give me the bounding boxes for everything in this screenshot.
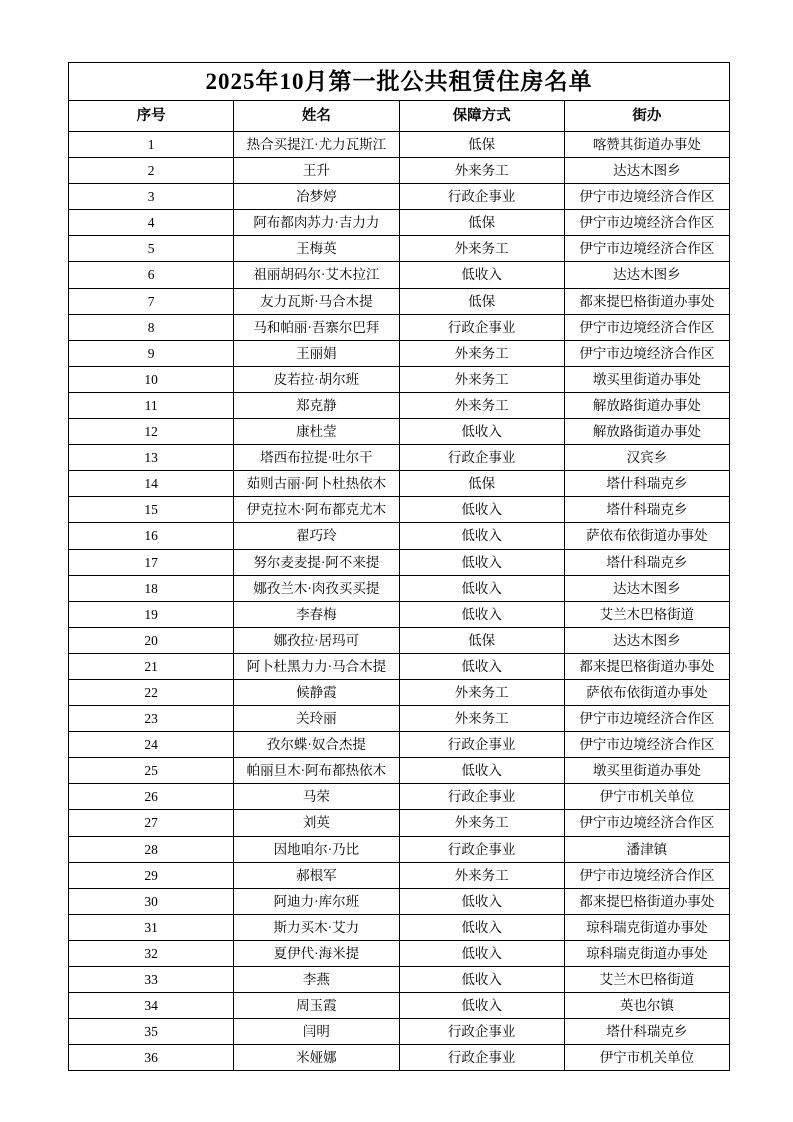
cell-street-office: 琼科瑞克街道办事处 (564, 940, 729, 966)
cell-guarantee-type: 外来务工 (399, 706, 564, 732)
cell-name: 马和帕丽·吾寨尔巴拜 (234, 314, 399, 340)
cell-street-office: 汉宾乡 (564, 445, 729, 471)
cell-guarantee-type: 低保 (399, 210, 564, 236)
table-row (69, 653, 730, 679)
cell-index: 17 (69, 549, 234, 575)
cell-street-office: 塔什科瑞克乡 (564, 497, 729, 523)
cell-guarantee-type: 低收入 (399, 914, 564, 940)
cell-guarantee-type: 行政企事业 (399, 1045, 564, 1071)
cell-street-office: 都来提巴格街道办事处 (564, 653, 729, 679)
cell-street-office: 萨依布依街道办事处 (564, 679, 729, 705)
cell-street-office: 伊宁市机关单位 (564, 784, 729, 810)
table-row (69, 575, 730, 601)
cell-name: 闫明 (234, 1019, 399, 1045)
cell-index: 18 (69, 575, 234, 601)
cell-guarantee-type: 低保 (399, 288, 564, 314)
cell-index: 30 (69, 888, 234, 914)
table-row (69, 471, 730, 497)
table-row (69, 993, 730, 1019)
table-row (69, 940, 730, 966)
cell-name: 夏伊代·海米提 (234, 940, 399, 966)
table-row (69, 914, 730, 940)
table-row (69, 549, 730, 575)
cell-street-office: 伊宁市边境经济合作区 (564, 810, 729, 836)
cell-index: 7 (69, 288, 234, 314)
cell-index: 26 (69, 784, 234, 810)
table-row (69, 184, 730, 210)
cell-guarantee-type: 低收入 (399, 940, 564, 966)
cell-index: 10 (69, 366, 234, 392)
cell-name: 茹则古丽·阿卜杜热依木 (234, 471, 399, 497)
cell-name: 斯力买木·艾力 (234, 914, 399, 940)
cell-name: 热合买提江·尤力瓦斯江 (234, 132, 399, 158)
cell-name: 阿迪力·库尔班 (234, 888, 399, 914)
table-row (69, 758, 730, 784)
table-row (69, 862, 730, 888)
cell-index: 6 (69, 262, 234, 288)
cell-index: 23 (69, 706, 234, 732)
housing-roster-table (68, 62, 730, 1071)
cell-guarantee-type: 外来务工 (399, 810, 564, 836)
cell-index: 34 (69, 993, 234, 1019)
cell-street-office: 伊宁市机关单位 (564, 1045, 729, 1071)
cell-name: 因地咱尔·乃比 (234, 836, 399, 862)
table-row (69, 706, 730, 732)
cell-name: 李燕 (234, 967, 399, 993)
cell-name: 孜尔蝶·奴合杰提 (234, 732, 399, 758)
table-row (69, 314, 730, 340)
cell-street-office: 伊宁市边境经济合作区 (564, 236, 729, 262)
cell-street-office: 达达木图乡 (564, 262, 729, 288)
cell-index: 15 (69, 497, 234, 523)
cell-street-office: 塔什科瑞克乡 (564, 471, 729, 497)
cell-guarantee-type: 低保 (399, 627, 564, 653)
table-row (69, 288, 730, 314)
cell-index: 1 (69, 132, 234, 158)
cell-name: 帕丽旦木·阿布都热依木 (234, 758, 399, 784)
cell-street-office: 塔什科瑞克乡 (564, 1019, 729, 1045)
cell-street-office: 琼科瑞克街道办事处 (564, 914, 729, 940)
cell-index: 27 (69, 810, 234, 836)
cell-street-office: 伊宁市边境经济合作区 (564, 184, 729, 210)
column-header-index: 序号 (69, 101, 234, 132)
cell-index: 2 (69, 158, 234, 184)
cell-guarantee-type: 低收入 (399, 653, 564, 679)
table-row (69, 523, 730, 549)
cell-index: 8 (69, 314, 234, 340)
cell-street-office: 都来提巴格街道办事处 (564, 888, 729, 914)
cell-index: 3 (69, 184, 234, 210)
cell-street-office: 伊宁市边境经济合作区 (564, 210, 729, 236)
cell-guarantee-type: 行政企事业 (399, 445, 564, 471)
cell-index: 11 (69, 392, 234, 418)
cell-name: 翟巧玲 (234, 523, 399, 549)
cell-index: 20 (69, 627, 234, 653)
table-row (69, 784, 730, 810)
cell-guarantee-type: 低收入 (399, 601, 564, 627)
cell-guarantee-type: 低保 (399, 471, 564, 497)
table-row (69, 419, 730, 445)
cell-guarantee-type: 外来务工 (399, 392, 564, 418)
table-row (69, 732, 730, 758)
table-body (69, 63, 730, 1071)
table-row (69, 627, 730, 653)
cell-index: 5 (69, 236, 234, 262)
cell-name: 刘英 (234, 810, 399, 836)
cell-street-office: 艾兰木巴格街道 (564, 967, 729, 993)
cell-index: 4 (69, 210, 234, 236)
cell-index: 32 (69, 940, 234, 966)
cell-index: 28 (69, 836, 234, 862)
cell-name: 马荣 (234, 784, 399, 810)
document-title: 2025年10月第一批公共租赁住房名单 (69, 63, 730, 101)
table-row (69, 497, 730, 523)
table-header-row (69, 101, 730, 132)
cell-street-office: 萨依布依街道办事处 (564, 523, 729, 549)
cell-index: 24 (69, 732, 234, 758)
cell-name: 努尔麦麦提·阿不来提 (234, 549, 399, 575)
table-row (69, 888, 730, 914)
cell-street-office: 都来提巴格街道办事处 (564, 288, 729, 314)
cell-street-office: 伊宁市边境经济合作区 (564, 340, 729, 366)
cell-index: 36 (69, 1045, 234, 1071)
cell-guarantee-type: 低收入 (399, 575, 564, 601)
cell-street-office: 解放路街道办事处 (564, 392, 729, 418)
cell-street-office: 伊宁市边境经济合作区 (564, 706, 729, 732)
cell-guarantee-type: 行政企事业 (399, 784, 564, 810)
table-row (69, 679, 730, 705)
cell-index: 21 (69, 653, 234, 679)
cell-name: 友力瓦斯·马合木提 (234, 288, 399, 314)
cell-guarantee-type: 行政企事业 (399, 314, 564, 340)
cell-index: 9 (69, 340, 234, 366)
cell-guarantee-type: 行政企事业 (399, 1019, 564, 1045)
table-row (69, 262, 730, 288)
cell-name: 祖丽胡码尔·艾木拉江 (234, 262, 399, 288)
cell-index: 31 (69, 914, 234, 940)
cell-index: 33 (69, 967, 234, 993)
cell-guarantee-type: 行政企事业 (399, 836, 564, 862)
cell-name: 阿卜杜黑力力·马合木提 (234, 653, 399, 679)
cell-street-office: 达达木图乡 (564, 158, 729, 184)
cell-name: 王升 (234, 158, 399, 184)
cell-street-office: 解放路街道办事处 (564, 419, 729, 445)
table-row (69, 601, 730, 627)
cell-name: 周玉霞 (234, 993, 399, 1019)
cell-name: 皮若拉·胡尔班 (234, 366, 399, 392)
column-header-name: 姓名 (234, 101, 399, 132)
cell-index: 25 (69, 758, 234, 784)
table-row (69, 132, 730, 158)
cell-index: 12 (69, 419, 234, 445)
cell-street-office: 达达木图乡 (564, 575, 729, 601)
cell-guarantee-type: 低收入 (399, 497, 564, 523)
cell-name: 阿布都肉苏力·吉力力 (234, 210, 399, 236)
cell-guarantee-type: 低收入 (399, 262, 564, 288)
table-row (69, 236, 730, 262)
cell-guarantee-type: 外来务工 (399, 158, 564, 184)
table-row (69, 445, 730, 471)
cell-guarantee-type: 低收入 (399, 549, 564, 575)
cell-street-office: 潘津镇 (564, 836, 729, 862)
cell-street-office: 墩买里街道办事处 (564, 758, 729, 784)
cell-guarantee-type: 低收入 (399, 419, 564, 445)
cell-name: 伊克拉木·阿布都克尤木 (234, 497, 399, 523)
cell-guarantee-type: 低收入 (399, 523, 564, 549)
table-row (69, 392, 730, 418)
cell-street-office: 达达木图乡 (564, 627, 729, 653)
cell-guarantee-type: 低收入 (399, 993, 564, 1019)
column-header-street-office: 街办 (564, 101, 729, 132)
table-title-row (69, 63, 730, 101)
table-row (69, 1019, 730, 1045)
cell-guarantee-type: 行政企事业 (399, 732, 564, 758)
cell-street-office: 伊宁市边境经济合作区 (564, 314, 729, 340)
table-row (69, 158, 730, 184)
cell-name: 王丽娟 (234, 340, 399, 366)
table-row (69, 210, 730, 236)
cell-name: 关玲丽 (234, 706, 399, 732)
cell-name: 米娅娜 (234, 1045, 399, 1071)
cell-guarantee-type: 外来务工 (399, 862, 564, 888)
cell-index: 22 (69, 679, 234, 705)
cell-guarantee-type: 外来务工 (399, 236, 564, 262)
cell-street-office: 喀赞其街道办事处 (564, 132, 729, 158)
table-row (69, 836, 730, 862)
cell-street-office: 艾兰木巴格街道 (564, 601, 729, 627)
cell-index: 16 (69, 523, 234, 549)
cell-name: 冶梦婷 (234, 184, 399, 210)
cell-guarantee-type: 低收入 (399, 967, 564, 993)
cell-guarantee-type: 低收入 (399, 888, 564, 914)
cell-street-office: 伊宁市边境经济合作区 (564, 862, 729, 888)
cell-guarantee-type: 外来务工 (399, 679, 564, 705)
cell-guarantee-type: 外来务工 (399, 366, 564, 392)
cell-street-office: 伊宁市边境经济合作区 (564, 732, 729, 758)
cell-name: 候静霞 (234, 679, 399, 705)
cell-street-office: 墩买里街道办事处 (564, 366, 729, 392)
cell-name: 塔西布拉提·吐尔干 (234, 445, 399, 471)
cell-index: 14 (69, 471, 234, 497)
table-row (69, 810, 730, 836)
cell-guarantee-type: 低收入 (399, 758, 564, 784)
table-row (69, 366, 730, 392)
cell-name: 康杜莹 (234, 419, 399, 445)
column-header-guarantee-type: 保障方式 (399, 101, 564, 132)
table-row (69, 340, 730, 366)
table-row (69, 967, 730, 993)
cell-street-office: 英也尔镇 (564, 993, 729, 1019)
cell-guarantee-type: 行政企事业 (399, 184, 564, 210)
cell-name: 郑克静 (234, 392, 399, 418)
cell-name: 郝根军 (234, 862, 399, 888)
cell-index: 29 (69, 862, 234, 888)
cell-index: 35 (69, 1019, 234, 1045)
cell-name: 娜孜拉·居玛可 (234, 627, 399, 653)
table-row (69, 1045, 730, 1071)
cell-name: 娜孜兰木·肉孜买买提 (234, 575, 399, 601)
cell-index: 19 (69, 601, 234, 627)
cell-guarantee-type: 外来务工 (399, 340, 564, 366)
cell-index: 13 (69, 445, 234, 471)
cell-name: 李春梅 (234, 601, 399, 627)
cell-name: 王梅英 (234, 236, 399, 262)
cell-guarantee-type: 低保 (399, 132, 564, 158)
cell-street-office: 塔什科瑞克乡 (564, 549, 729, 575)
